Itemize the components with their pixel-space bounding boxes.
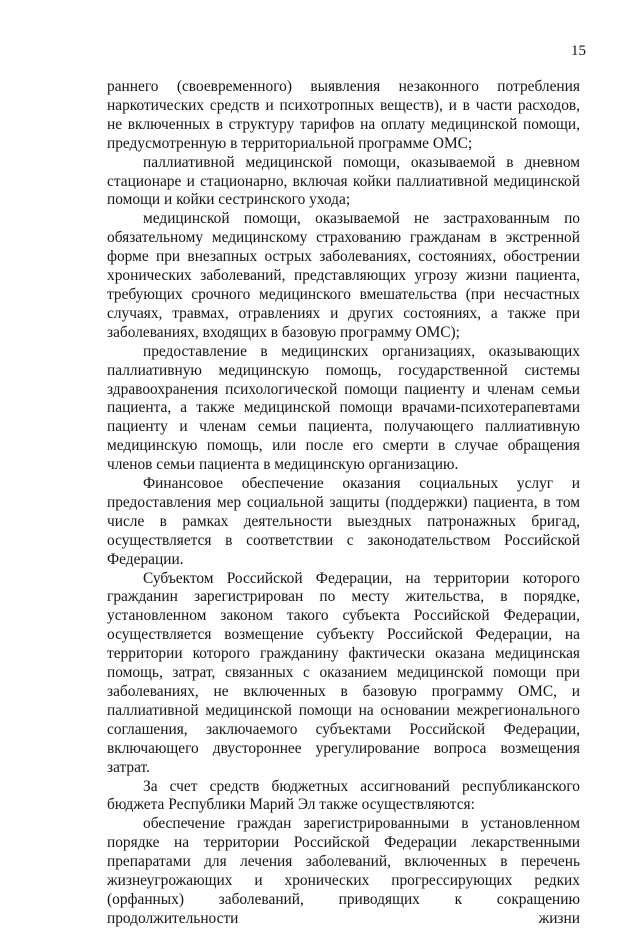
paragraph: Финансовое обеспечение оказания социальных услуг и предоставления мер социальной защиты (поддержки) пациента, в том числе в рамках деятельности выездных патронажных бригад, осуществляется в соответствии с законодательством Российской Федерации. <box>107 475 580 568</box>
page-number: 15 <box>571 43 586 59</box>
paragraph: медицинской помощи, оказываемой не застрахованным по обязательному медицинскому страхованию гражданам в экстренной форме при внезапных острых заболеваниях, состояниях, обострении хронических заболеваний, представляющих угрозу жизни пациента, требующих срочного медицинского вмешательства (при несчастных случаях, травмах, отравлениях и других состояниях, а также при заболеваниях, входящих в базовую программу ОМС); <box>107 210 580 341</box>
paragraph: За счет средств бюджетных ассигнований республиканского бюджета Республики Марий Эл также осуществляются: <box>107 777 580 814</box>
paragraph: паллиативной медицинской помощи, оказываемой в дневном стационаре и стационарно, включая койки паллиативной медицинской помощи и койки сестринского ухода; <box>107 153 580 209</box>
paragraph: обеспечение граждан зарегистрированными в установленном порядке на территории Российской Федерации лекарственными препаратами для лечения заболеваний, включенных в перечень жизнеугрожающих и хронических прогрессирующих редких (орфанных) заболеваний, приводящих к сокращению продолжительности жизни <box>107 815 580 927</box>
paragraph: раннего (своевременного) выявления незаконного потребления наркотических средств и психотропных веществ), и в части расходов, не включенных в структуру тарифов на оплату медицинской помощи, предусмотренную в территориальной программе ОМС; <box>107 78 580 152</box>
document-body <box>107 78 580 929</box>
paragraph: Субъектом Российской Федерации, на территории которого гражданин зарегистрирован по месту жительства, в порядке, установленном законом такого субъекта Российской Федерации, осуществляется возмещение субъекту Российской Федерации, на территории которого гражданину фактически оказана медицинская помощь, затрат, связанных с оказанием медицинской помощи при заболеваниях, не включенных в базовую программу ОМС, и паллиативной медицинской помощи на основании межрегионального соглашения, заключаемого субъектами Российской Федерации, включающего двустороннее урегулирование вопроса возмещения затрат. <box>107 569 580 776</box>
paragraph: предоставление в медицинских организациях, оказывающих паллиативную медицинскую помощь, государственной системы здравоохранения психологической помощи пациенту и членам семьи пациента, а также медицинской помощи врачами-психотерапевтами пациенту и членам семьи пациента, получающего паллиативную медицинскую помощь, или после его смерти в случае обращения членов семьи пациента в медицинскую организацию. <box>107 342 580 474</box>
